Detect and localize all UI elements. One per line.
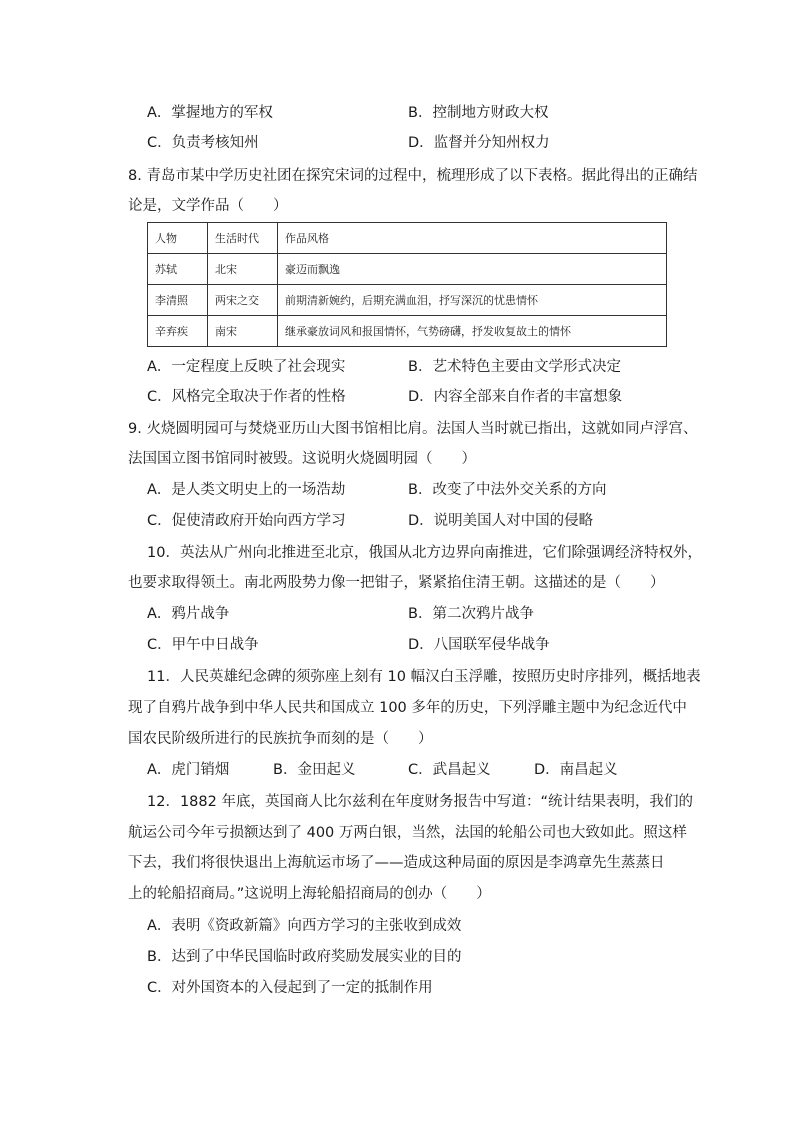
q11-stem-line1: 11．人民英雄纪念碑的须弥座上刻有 10 幅汉白玉浮雕，按照历史时序排列，概括地表 [147, 669, 701, 685]
table-cell: 两宋之交 [208, 285, 278, 316]
q9-stem-line1: 9. 火烧圆明园可与焚烧亚历山大图书馆相比肩。法国人当时就已指出，这就如同卢浮宫、 [128, 421, 698, 437]
q8-option-a: A．一定程度上反映了社会现实 [147, 359, 346, 375]
table-header-era: 生活时代 [208, 223, 278, 254]
q10-stem-line2: 也要求取得领土。南北两股势力像一把钳子，紧紧掐住清王朝。这描述的是（ ） [128, 575, 665, 591]
q8-stem-line2: 论是，文学作品（ ） [128, 198, 288, 214]
table-cell: 前期清新婉约，后期充满血泪，抒写深沉的忧患情怀 [278, 285, 667, 316]
q12-option-b: B．达到了中华民国临时政府奖励发展实业的目的 [147, 949, 462, 965]
q9-option-a: A．是人类文明史上的一场浩劫 [147, 482, 346, 498]
table-row [148, 254, 667, 285]
table-header-person: 人物 [148, 223, 208, 254]
table-cell: 继承豪放词风和报国情怀，气势磅礴，抒发收复故土的情怀 [278, 316, 667, 347]
q11-stem-line3: 国农民阶级所进行的民族抗争而刻的是（ ） [128, 731, 433, 747]
table-cell: 豪迈而飘逸 [278, 254, 667, 285]
q7-option-a: A．掌握地方的军权 [147, 105, 273, 121]
q10-stem-line1: 10．英法从广州向北推进至北京，俄国从北方边界向南推进，它们除强调经济特权外， [147, 545, 702, 561]
q9-option-d: D．说明美国人对中国的侵略 [408, 513, 594, 529]
q9-option-b: B．改变了中法外交关系的方向 [408, 482, 607, 498]
table-cell: 辛弃疾 [148, 316, 208, 347]
q11-option-c: C．武昌起义 [408, 762, 491, 778]
q7-option-c: C．负责考核知州 [147, 135, 259, 151]
q11-option-d: D．南昌起义 [534, 762, 618, 778]
table-header-style: 作品风格 [278, 223, 667, 254]
table-cell: 苏轼 [148, 254, 208, 285]
q8-option-b: B．艺术特色主要由文学形式决定 [408, 359, 621, 375]
q9-option-c: C．促使清政府开始向西方学习 [147, 513, 346, 529]
q12-stem-line1: 12．1882 年底，英国商人比尔兹利在年度财务报告中写道：“统计结果表明，我们的 [147, 794, 693, 810]
q11-option-a: A．虎门销烟 [147, 762, 230, 778]
table-row [148, 285, 667, 316]
q8-option-c: C．风格完全取决于作者的性格 [147, 389, 346, 405]
q10-option-a: A．鸦片战争 [147, 606, 230, 622]
q7-option-b: B．控制地方财政大权 [408, 105, 549, 121]
q11-option-b: B．金田起义 [273, 762, 356, 778]
table-cell: 南宋 [208, 316, 278, 347]
q12-option-a: A．表明《资政新篇》向西方学习的主张收到成效 [147, 918, 462, 934]
q8-option-d: D．内容全部来自作者的丰富想象 [408, 389, 623, 405]
q10-option-b: B．第二次鸦片战争 [408, 606, 534, 622]
q7-option-d: D．监督并分知州权力 [408, 135, 550, 151]
q8-stem-line1: 8. 青岛市某中学历史社团在探究宋词的过程中，梳理形成了以下表格。据此得出的正确结 [128, 168, 698, 184]
q12-stem-line2: 航运公司今年亏损额达到了 400 万两白银，当然，法国的轮船公司也大致如此。照这样 [128, 825, 687, 841]
q12-option-c: C．对外国资本的入侵起到了一定的抵制作用 [147, 980, 433, 996]
q8-table [147, 222, 667, 347]
q12-stem-line3: 下去，我们将很快退出上海航运市场了——造成这种局面的原因是李鸿章先生蒸蒸日 [128, 855, 665, 871]
q12-stem-line4: 上的轮船招商局。”这说明上海轮船招商局的创办（ ） [128, 886, 491, 902]
q10-option-c: C．甲午中日战争 [147, 637, 259, 653]
table-header-row [148, 223, 667, 254]
q10-option-d: D．八国联军侵华战争 [408, 637, 550, 653]
table-cell: 李清照 [148, 285, 208, 316]
q11-stem-line2: 现了自鸦片战争到中华人民共和国成立 100 多年的历史，下列浮雕主题中为纪念近代中 [128, 700, 687, 716]
q9-stem-line2: 法国国立图书馆同时被毁。这说明火烧圆明园（ ） [128, 451, 476, 467]
table-cell: 北宋 [208, 254, 278, 285]
table-row [148, 316, 667, 347]
